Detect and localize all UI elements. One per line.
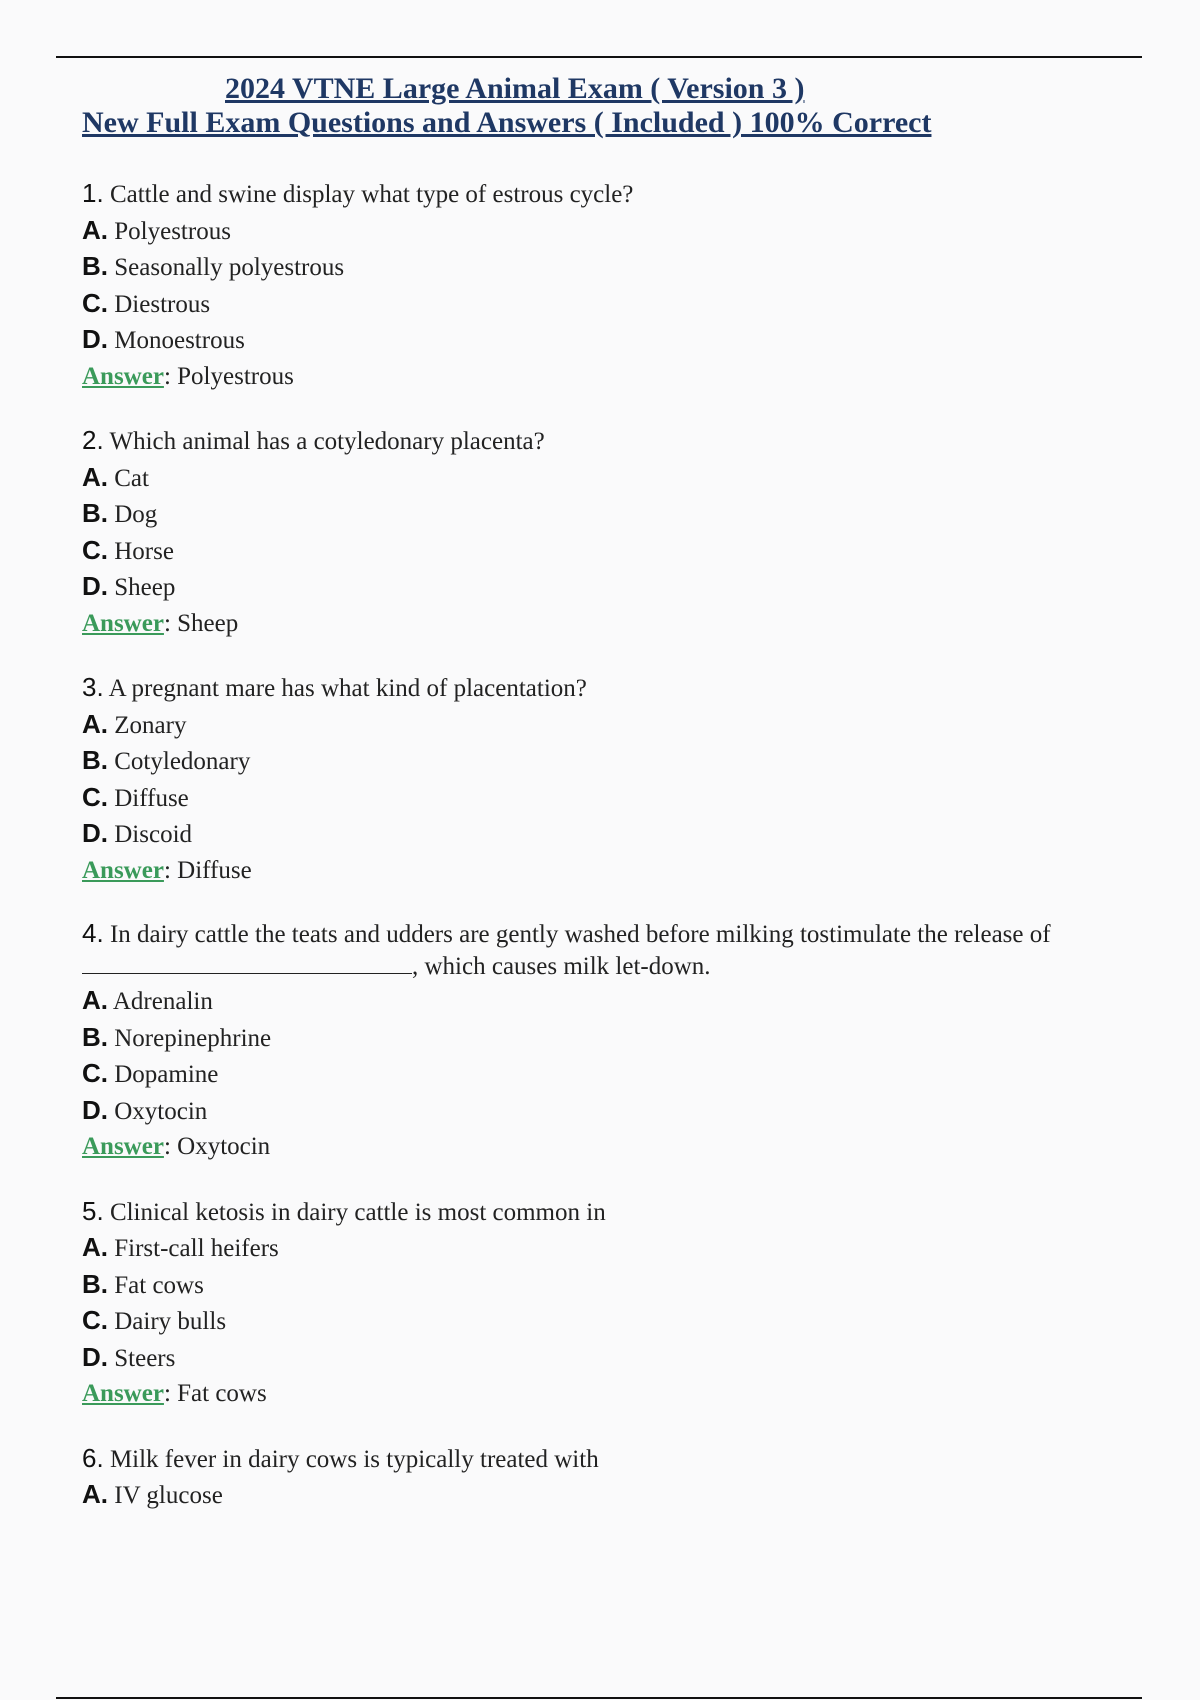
answer-text: Fat cows [177, 1380, 267, 1407]
option-a [82, 983, 1122, 1020]
title-line-1: 2024 VTNE Large Animal Exam ( Version 3 ) [225, 72, 805, 105]
question-text [82, 176, 1122, 213]
option-d [82, 1340, 1122, 1377]
option-d [82, 1093, 1122, 1130]
option-d [82, 322, 1122, 359]
option-letter: B. [82, 251, 108, 281]
question-text [82, 670, 1122, 707]
answer-line: Answer: Diffuse [82, 856, 252, 884]
question-number: 1. [82, 178, 104, 208]
question-text [82, 423, 1122, 460]
option-a [82, 707, 1122, 744]
question-number: 3. [82, 672, 104, 702]
option-a [82, 213, 1122, 250]
question-5 [82, 1194, 1122, 1412]
option-c [82, 1056, 1122, 1093]
fill-in-blank [82, 951, 412, 974]
option-c [82, 533, 1122, 570]
option-letter: C. [82, 781, 108, 812]
answer-line: Answer: Oxytocin [82, 1133, 271, 1160]
question-list [82, 176, 1122, 1543]
option-b [82, 1020, 1122, 1057]
option-text: Diestrous [114, 290, 211, 318]
question-2 [82, 423, 1122, 641]
question-prompt: Milk fever in dairy cows is typically treated with [109, 1445, 599, 1473]
question-prompt: Cattle and swine display what type of estrous cycle? [109, 181, 634, 208]
option-a [82, 460, 1122, 497]
option-a [82, 1477, 1122, 1514]
option-text: Dopamine [114, 1061, 219, 1088]
option-text: Monoestrous [114, 327, 245, 354]
answer-line: Answer: Sheep [82, 609, 239, 637]
option-c [82, 780, 1122, 817]
option-letter: B. [82, 745, 108, 775]
option-text: Discoid [114, 821, 193, 848]
option-text: Fat cows [114, 1271, 204, 1299]
answer-label: Answer [82, 609, 164, 637]
question-text [82, 1441, 1122, 1478]
option-letter: A. [82, 214, 108, 245]
option-text: Dairy bulls [114, 1308, 227, 1335]
option-letter: D. [82, 1341, 108, 1372]
answer-line: Answer: Polyestrous [82, 362, 294, 390]
answer-label: Answer [82, 1380, 164, 1407]
option-text: Sheep [114, 574, 176, 601]
option-letter: D. [82, 571, 108, 601]
option-letter: C. [82, 1058, 108, 1088]
option-d [82, 569, 1122, 606]
question-6 [82, 1441, 1122, 1514]
option-text: First-call heifers [114, 1235, 279, 1262]
question-prompt-end: , which causes milk let-down. [412, 953, 711, 980]
bottom-rule [56, 1697, 1142, 1699]
question-prompt: A pregnant mare has what kind of placentation? [108, 675, 587, 702]
option-text: Zonary [114, 711, 187, 739]
answer-label: Answer [82, 362, 164, 390]
answer-line: Answer: Fat cows [82, 1380, 267, 1407]
question-prompt: Clinical ketosis in dairy cattle is most common in [109, 1198, 606, 1226]
question-prompt: Which animal has a cotyledonary placenta? [109, 428, 545, 455]
question-number: 5. [82, 1195, 104, 1226]
title-line-2: New Full Exam Questions and Answers ( Included ) 100% Correct [82, 106, 932, 139]
question-3 [82, 670, 1122, 888]
option-letter: A. [82, 461, 108, 492]
question-1 [82, 176, 1122, 394]
question-number: 2. [82, 425, 104, 455]
option-c [82, 286, 1122, 323]
option-a [82, 1230, 1122, 1267]
option-b [82, 496, 1122, 533]
option-letter: A. [82, 708, 108, 739]
option-text: Diffuse [114, 784, 189, 812]
answer-text: Sheep [177, 609, 239, 637]
option-letter: D. [82, 818, 108, 848]
option-b [82, 249, 1122, 286]
document-title [82, 72, 1142, 140]
answer-label: Answer [82, 1133, 164, 1160]
option-text: Dog [114, 501, 158, 528]
option-d [82, 816, 1122, 853]
option-text: Seasonally polyestrous [114, 254, 345, 281]
option-letter: C. [82, 1305, 108, 1335]
option-b [82, 1267, 1122, 1304]
option-c [82, 1303, 1122, 1340]
option-text: Horse [114, 537, 174, 565]
answer-text: Diffuse [177, 856, 252, 884]
option-text: Cotyledonary [114, 748, 251, 775]
option-text: Oxytocin [114, 1097, 208, 1125]
option-letter: C. [82, 534, 108, 565]
option-letter: B. [82, 1268, 108, 1299]
option-text: Steers [114, 1344, 176, 1372]
option-text: IV glucose [114, 1482, 223, 1509]
question-prompt: In dairy cattle the teats and udders are gently washed before milking tostimulate the release of [109, 921, 1051, 948]
answer-label: Answer [82, 856, 164, 884]
question-4 [82, 917, 1122, 1165]
option-letter: A. [82, 1232, 108, 1262]
question-text [82, 1194, 1122, 1231]
option-letter: B. [82, 1021, 108, 1052]
option-letter: A. [82, 985, 108, 1015]
option-text: Cat [114, 464, 149, 492]
question-text [82, 917, 1122, 983]
answer-text: Polyestrous [177, 362, 294, 390]
option-letter: D. [82, 324, 108, 354]
option-text: Norepinephrine [114, 1024, 272, 1052]
option-text: Adrenalin [112, 988, 213, 1015]
answer-text: Oxytocin [177, 1133, 271, 1160]
option-letter: D. [82, 1094, 108, 1125]
option-letter: B. [82, 498, 108, 528]
option-text: Polyestrous [114, 217, 231, 245]
option-b [82, 743, 1122, 780]
question-number: 6. [82, 1442, 104, 1473]
top-rule [56, 56, 1142, 58]
question-number: 4. [82, 918, 104, 948]
option-letter: C. [82, 287, 108, 318]
option-letter: A. [82, 1479, 108, 1509]
